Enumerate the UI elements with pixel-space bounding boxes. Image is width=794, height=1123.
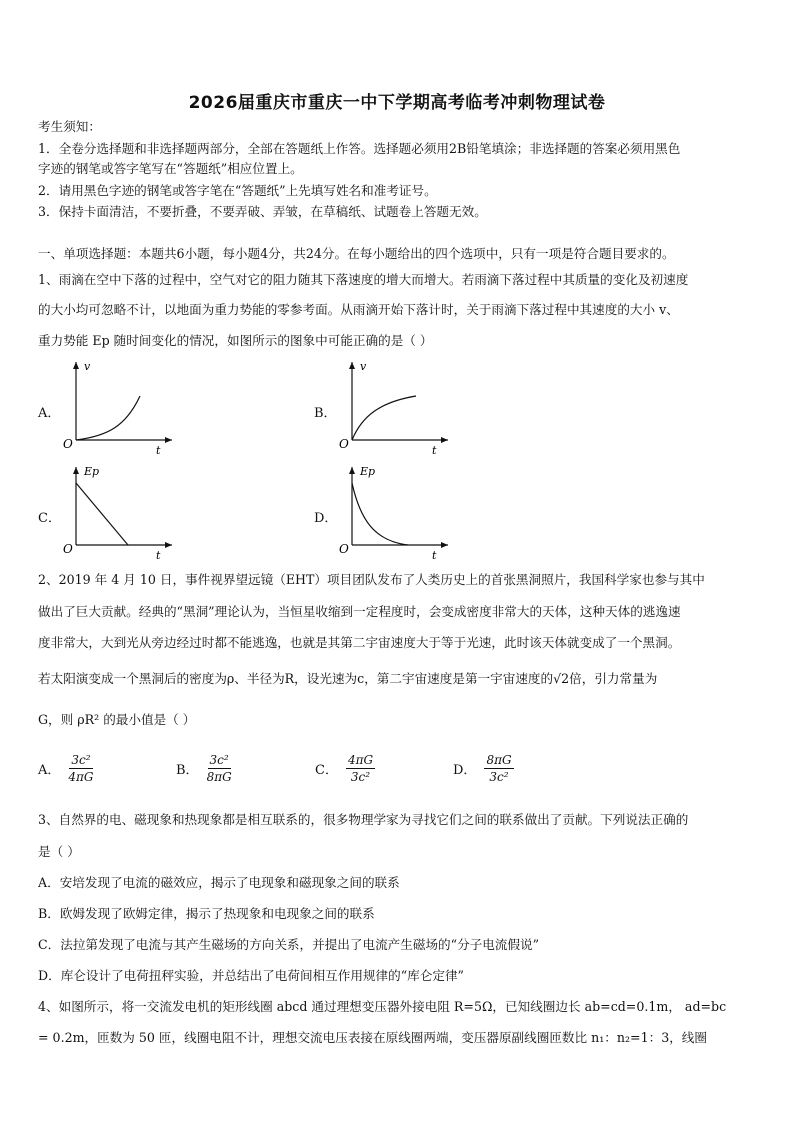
fraction — [207, 753, 232, 784]
q2-option-d — [453, 753, 514, 784]
option-label: A． — [38, 763, 61, 778]
notice-item: 1．全卷分选择题和非选择题两部分，全部在答题纸上作答。选择题必须用2B铅笔填涂；非选择题的答案必须用黑色 — [38, 141, 681, 156]
q1-option-c-label: C． — [38, 511, 61, 526]
q3-option: B．欧姆发现了欧姆定律，揭示了热现象和电现象之间的联系 — [38, 906, 375, 921]
origin-label: O — [339, 437, 349, 451]
q2-text: 度非常大，大到光从旁边经过时都不能逃逸，也就是其第二宇宙速度大于等于光速，此时该天体就变成了一个黑洞。 — [38, 635, 681, 650]
q1-option-d-label: D． — [314, 511, 338, 526]
q2-text: 做出了巨大贡献。经典的“黑洞”理论认为，当恒星收缩到一定程度时，会变成密度非常大的天体，这种天体的逃逸速 — [38, 604, 681, 619]
x-axis-label: t — [432, 549, 437, 562]
denominator: 3c² — [489, 770, 509, 784]
q1-option-b-label: B． — [314, 406, 337, 421]
q1-text: 重力势能 Ep 随时间变化的情况，如图所示的图象中可能正确的是（ ） — [38, 333, 433, 348]
section-heading: 一、单项选择题：本题共6小题，每小题4分，共24分。在每小题给出的四个选项中，只有一项是符合题目要求的。 — [38, 246, 675, 261]
q2-text: 若太阳演变成一个黑洞后的密度为ρ、半径为R，设光速为c，第二宇宙速度是第一宇宙速度的√2倍，引力常量为 — [38, 671, 658, 686]
q3-text: 是（ ） — [38, 844, 80, 859]
x-axis-label: t — [432, 444, 437, 457]
denominator: 4πG — [68, 770, 94, 784]
option-label: C． — [315, 763, 338, 778]
q2-option-b — [176, 753, 232, 784]
numerator: 8πG — [486, 753, 512, 767]
y-axis-label: Ep — [360, 465, 376, 478]
option-label: B． — [176, 763, 199, 778]
y-axis-label: v — [360, 360, 367, 373]
q3-option: A．安培发现了电流的磁效应，揭示了电现象和磁现象之间的联系 — [38, 875, 400, 890]
q1-graph-b — [336, 356, 456, 460]
x-axis-label: t — [156, 444, 161, 457]
notice-item: 3．保持卡面清洁，不要折叠，不要弄破、弄皱，在草稿纸、试题卷上答题无效。 — [38, 204, 487, 219]
origin-label: O — [63, 542, 73, 556]
q3-option: C．法拉第发现了电流与其产生磁场的方向关系，并提出了电流产生磁场的“分子电流假说” — [38, 937, 540, 952]
notice-item: 字迹的钢笔或答字笔写在“答题纸”相应位置上。 — [38, 161, 303, 176]
numerator: 4πG — [347, 753, 374, 767]
denominator: 3c² — [350, 770, 371, 784]
q4-text: = 0.2m，匝数为 50 匝，线圈电阻不计，理想交流电压表接在原线圈两端，变压器原副线圈匝数比 n₁：n₂=1：3，线圈 — [38, 1030, 707, 1045]
notice-item: 2．请用黑色字迹的钢笔或答字笔在“答题纸”上先填写姓名和准考证号。 — [38, 183, 437, 198]
numerator: 3c² — [71, 753, 91, 767]
x-axis-label: t — [156, 549, 161, 562]
q1-graph-c — [60, 461, 180, 565]
y-axis-label: Ep — [84, 465, 100, 478]
q3-text: 3、自然界的电、磁现象和热现象都是相互联系的，很多物理学家为寻找它们之间的联系做出了贡献。下列说法正确的 — [38, 812, 689, 827]
origin-label: O — [339, 542, 349, 556]
y-axis-label: v — [84, 360, 91, 373]
page-title: 2026届重庆市重庆一中下学期高考临考冲刺物理试卷 — [188, 93, 606, 113]
q1-option-a-label: A． — [38, 406, 61, 421]
fraction — [346, 753, 375, 784]
q4-text: 4、如图所示，将一交流发电机的矩形线圈 abcd 通过理想变压器外接电阻 R=5Ω，已知线圈边长 ab=cd=0.1m， ad=bc — [38, 999, 727, 1014]
fraction — [484, 753, 513, 784]
numerator: 3c² — [209, 753, 229, 767]
q2-option-a — [38, 753, 94, 784]
q1-graph-d — [336, 461, 456, 565]
option-label: D． — [453, 763, 477, 778]
fraction — [68, 753, 93, 784]
q2-option-c — [315, 753, 375, 784]
notice-heading: 考生须知： — [38, 119, 101, 134]
q2-text: 2、2019 年 4 月 10 日，事件视界望远镜（EHT）项目团队发布了人类历史上的首张黑洞照片，我国科学家也参与其中 — [38, 572, 705, 587]
q1-text: 的大小均可忽略不计，以地面为重力势能的零参考面。从雨滴开始下落计时，关于雨滴下落过程中其速度的大小 v、 — [38, 302, 679, 317]
origin-label: O — [63, 437, 73, 451]
q1-text: 1、雨滴在空中下落的过程中，空气对它的阻力随其下落速度的增大而增大。若雨滴下落过程中其质量的变化及初速度 — [38, 272, 689, 287]
q2-text: G，则 ρR² 的最小值是（ ） — [38, 712, 196, 727]
q1-graph-a — [60, 356, 180, 460]
denominator: 8πG — [206, 770, 232, 784]
q3-option: D．库仑设计了电荷扭秤实验，并总结出了电荷间相互作用规律的“库仑定律” — [38, 968, 464, 983]
